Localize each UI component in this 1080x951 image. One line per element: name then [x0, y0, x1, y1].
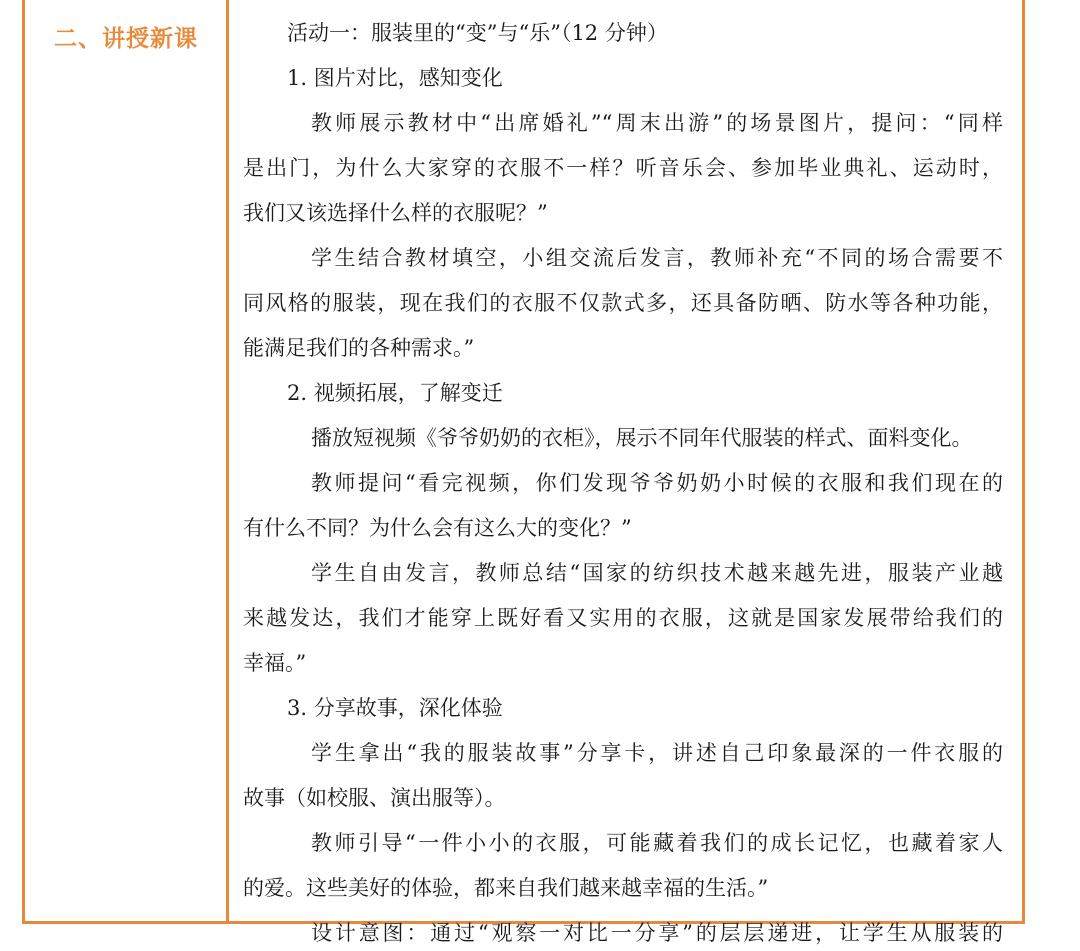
- step-heading: 2. 视频拓展，了解变迁: [287, 381, 503, 405]
- paragraph-line: 来越发达，我们才能穿上既好看又实用的衣服，这就是国家发展带给我们的: [243, 606, 1003, 630]
- paragraph-line: 教师引导“一件小小的衣服，可能藏着我们的成长记忆，也藏着家人: [311, 831, 1003, 855]
- paragraph-line: 学生拿出“我的服装故事”分享卡，讲述自己印象最深的一件衣服的: [311, 741, 1003, 765]
- paragraph-line: 我们又该选择什么样的衣服呢？”: [243, 201, 548, 225]
- paragraph-line: 是出门，为什么大家穿的衣服不一样？听音乐会、参加毕业典礼、运动时，: [243, 156, 1003, 180]
- paragraph-line: 设计意图：通过“观察一对比一分享”的层层递进，让学生从服装的: [311, 921, 1003, 945]
- section-label: 二、讲授新课: [54, 26, 198, 52]
- step-heading: 3. 分享故事，深化体验: [287, 696, 503, 720]
- column-divider: [226, 0, 229, 921]
- paragraph-line: 故事（如校服、演出服等）。: [243, 786, 506, 810]
- paragraph-line: 幸福。”: [243, 651, 307, 675]
- paragraph-line: 的爱。这些美好的体验，都来自我们越来越幸福的生活。”: [243, 876, 769, 900]
- paragraph-line: 同风格的服装，现在我们的衣服不仅款式多，还具备防晒、防水等各种功能，: [243, 291, 1003, 315]
- paragraph-line: 有什么不同？为什么会有这么大的变化？”: [243, 516, 632, 540]
- activity-title: 活动一：服装里的“变”与“乐”（12 分钟）: [287, 21, 668, 45]
- paragraph-line: 播放短视频《爷爷奶奶的衣柜》，展示不同年代服装的样式、面料变化。: [311, 426, 973, 450]
- paragraph-line: 能满足我们的各种需求。”: [243, 336, 475, 360]
- lesson-content: [243, 16, 1003, 951]
- paragraph-line: 教师提问“看完视频，你们发现爷爷奶奶小时候的衣服和我们现在的: [311, 471, 1003, 495]
- paragraph-line: 教师展示教材中“出席婚礼”“周末出游”的场景图片，提问：“同样: [311, 111, 1003, 135]
- step-heading: 1. 图片对比，感知变化: [287, 66, 503, 90]
- paragraph-line: 学生结合教材填空，小组交流后发言，教师补充“不同的场合需要不: [311, 246, 1003, 270]
- paragraph-line: 学生自由发言，教师总结“国家的纺织技术越来越先进，服装产业越: [311, 561, 1003, 585]
